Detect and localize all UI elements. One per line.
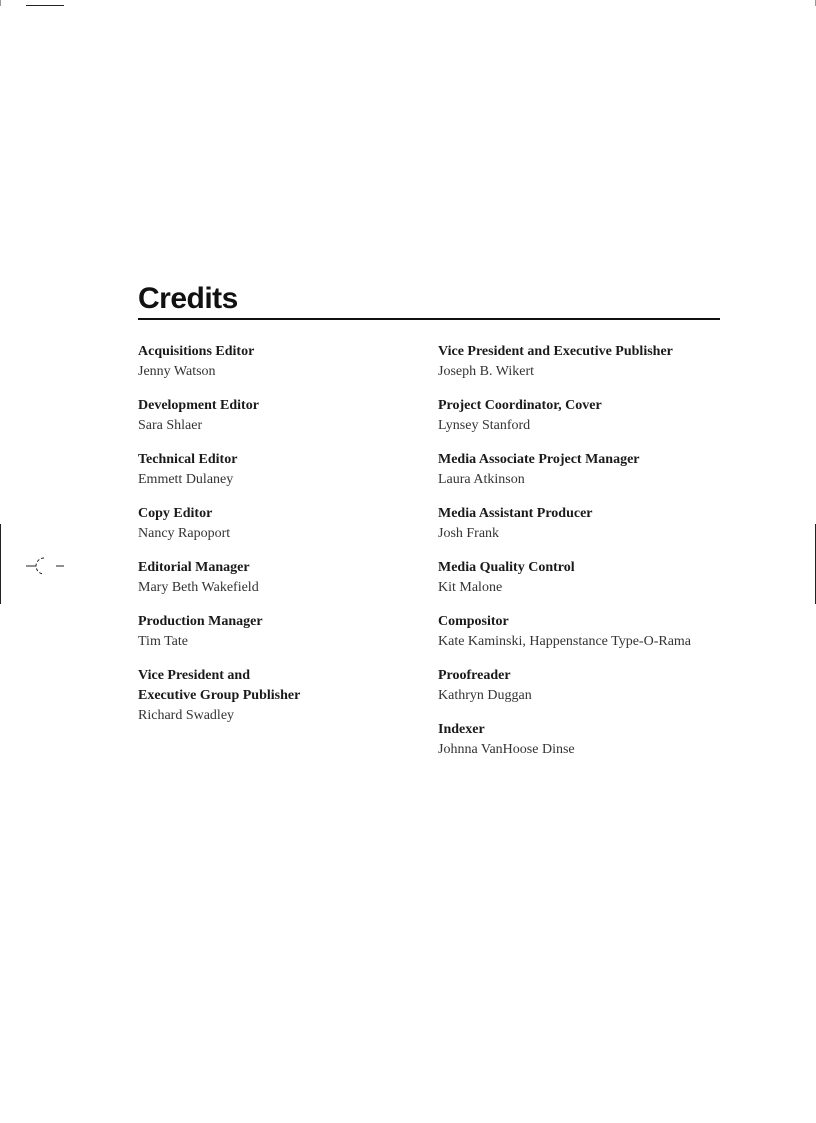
credit-name: Tim Tate bbox=[138, 634, 188, 649]
credit-name: Kit Malone bbox=[438, 580, 503, 595]
credit-entry bbox=[138, 504, 418, 544]
credit-role: Production Manager bbox=[138, 614, 263, 629]
crop-bar bbox=[26, 5, 64, 6]
credit-entry bbox=[438, 720, 728, 760]
crop-mark-top-left bbox=[0, 0, 64, 6]
credit-name: Richard Swadley bbox=[138, 708, 235, 723]
registration-mark-icon bbox=[24, 554, 68, 578]
credit-role: Vice President and Executive Publisher bbox=[438, 344, 673, 359]
credit-entry bbox=[138, 396, 418, 436]
credit-role-line-1: Vice President and bbox=[138, 668, 250, 683]
credit-name: Jenny Watson bbox=[138, 364, 216, 379]
credit-name: Kate Kaminski, Happenstance Type-O-Rama bbox=[438, 634, 692, 649]
credit-name: Emmett Dulaney bbox=[138, 472, 234, 487]
credit-entry bbox=[438, 558, 728, 598]
margin-line-left bbox=[0, 524, 1, 604]
credit-role: Acquisitions Editor bbox=[138, 344, 255, 359]
credit-role: Editorial Manager bbox=[138, 560, 250, 575]
credit-role: Indexer bbox=[438, 722, 485, 737]
credit-role: Compositor bbox=[438, 614, 509, 629]
credit-role: Project Coordinator, Cover bbox=[438, 398, 602, 413]
credit-name: Mary Beth Wakefield bbox=[138, 580, 259, 595]
credit-role: Media Associate Project Manager bbox=[438, 452, 640, 467]
crop-tick bbox=[0, 0, 1, 6]
credit-role: Copy Editor bbox=[138, 506, 213, 521]
credit-name: Sara Shlaer bbox=[138, 418, 203, 433]
credit-entry bbox=[138, 666, 418, 726]
credit-role: Proofreader bbox=[438, 668, 511, 683]
credit-role: Media Assistant Producer bbox=[438, 506, 593, 521]
credit-entry bbox=[138, 450, 418, 490]
credit-name: Josh Frank bbox=[438, 526, 500, 541]
credit-entry bbox=[138, 342, 418, 382]
credits-column-right bbox=[438, 342, 728, 774]
credit-name: Joseph B. Wikert bbox=[438, 364, 535, 379]
credit-entry bbox=[438, 612, 728, 652]
credit-name: Laura Atkinson bbox=[438, 472, 525, 487]
credits-column-left bbox=[138, 342, 418, 740]
credit-name: Nancy Rapoport bbox=[138, 526, 231, 541]
credit-entry bbox=[138, 558, 418, 598]
credit-role-line-2: Executive Group Publisher bbox=[138, 688, 301, 703]
credit-entry bbox=[438, 342, 728, 382]
credit-name: Kathryn Duggan bbox=[438, 688, 532, 703]
credit-role: Media Quality Control bbox=[438, 560, 575, 575]
credit-role: Development Editor bbox=[138, 398, 259, 413]
title-rule bbox=[138, 318, 720, 320]
credit-name: Lynsey Stanford bbox=[438, 418, 531, 433]
credit-role: Technical Editor bbox=[138, 452, 238, 467]
page-title: Credits bbox=[138, 282, 238, 315]
credit-entry bbox=[438, 666, 728, 706]
credit-entry bbox=[438, 504, 728, 544]
credit-name: Johnna VanHoose Dinse bbox=[438, 742, 575, 757]
credit-entry bbox=[438, 450, 728, 490]
credit-entry bbox=[138, 612, 418, 652]
credit-entry bbox=[438, 396, 728, 436]
